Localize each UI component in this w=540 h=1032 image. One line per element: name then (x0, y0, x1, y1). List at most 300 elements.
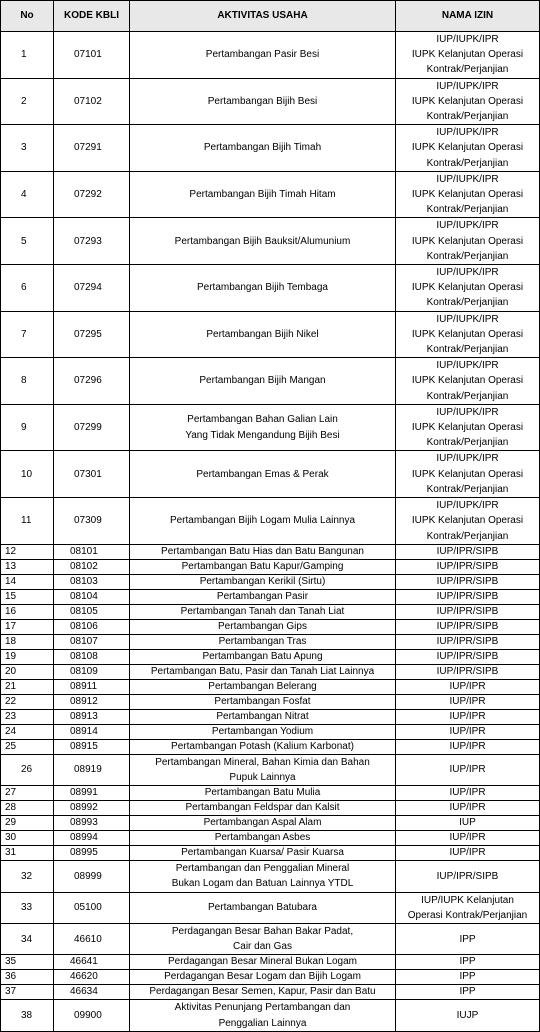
cell-nama-izin (396, 786, 540, 801)
aktivitas-line: Cair dan Gas (233, 941, 292, 953)
cell-aktivitas-usaha (130, 171, 396, 218)
aktivitas-line: Pertambangan Fosfat (214, 695, 311, 707)
aktivitas-line: Pertambangan Asbes (214, 832, 311, 844)
cell-kode-kbli: 08107 (54, 634, 130, 649)
izin-line: IUPK Kelanjutan Operasi (411, 515, 524, 527)
table-row (1, 559, 540, 574)
cell-kode-kbli: 08913 (54, 709, 130, 724)
cell-kode-kbli: 08101 (54, 544, 130, 559)
aktivitas-line: Pertambangan Potash (Kalium Karbonat) (171, 740, 354, 752)
cell-aktivitas-usaha (130, 634, 396, 649)
izin-line: IUP/IUPK/IPR (436, 453, 499, 465)
cell-nama-izin (396, 861, 540, 892)
izin-line: Operasi Kontrak/Perjanjian (407, 909, 528, 921)
cell-aktivitas-usaha (130, 664, 396, 679)
cell-no: 15 (1, 589, 54, 604)
cell-kode-kbli: 07309 (54, 498, 130, 545)
cell-nama-izin (396, 404, 540, 451)
izin-line: IUPK Kelanjutan Operasi (411, 328, 524, 340)
cell-aktivitas-usaha (130, 125, 396, 172)
cell-aktivitas-usaha (130, 589, 396, 604)
cell-aktivitas-usaha (130, 559, 396, 574)
izin-line: IUP/IPR/SIPB (436, 665, 499, 677)
izin-line: IUP/IPR (449, 710, 486, 722)
cell-no: 37 (1, 985, 54, 1000)
izin-line: Kontrak/Perjanjian (426, 483, 509, 495)
cell-nama-izin (396, 892, 540, 923)
table-row (1, 589, 540, 604)
cell-kode-kbli: 08993 (54, 816, 130, 831)
izin-line: IUPK Kelanjutan Operasi (411, 95, 524, 107)
izin-line: IUP/IPR (449, 847, 486, 859)
cell-kode-kbli: 07293 (54, 218, 130, 265)
cell-kode-kbli: 07102 (54, 78, 130, 125)
cell-no: 32 (1, 861, 54, 892)
cell-kode-kbli: 07291 (54, 125, 130, 172)
cell-nama-izin (396, 125, 540, 172)
izin-line: IUP/IPR (449, 725, 486, 737)
cell-nama-izin (396, 498, 540, 545)
table-row (1, 574, 540, 589)
aktivitas-line: Pertambangan Batu, Pasir dan Tanah Liat Lainnya (150, 665, 375, 677)
aktivitas-line: Pertambangan Kuarsa/ Pasir Kuarsa (181, 847, 344, 859)
table-row (1, 985, 540, 1000)
table-body (1, 32, 540, 1032)
table-row (1, 739, 540, 754)
cell-no: 11 (1, 498, 54, 545)
izin-line: IUP/IUPK/IPR (436, 127, 499, 139)
aktivitas-line: Pertambangan Batu Kapur/Gamping (181, 560, 344, 572)
table-row (1, 664, 540, 679)
cell-kode-kbli: 46610 (54, 923, 130, 954)
cell-nama-izin (396, 634, 540, 649)
izin-line: IUP/IPR/SIPB (436, 635, 499, 647)
izin-line: IUP/IUPK/IPR (436, 406, 499, 418)
izin-line: IUP/IUPK/IPR (436, 173, 499, 185)
table-row (1, 634, 540, 649)
izin-line: IUP/IPR/SIPB (436, 575, 499, 587)
aktivitas-line: Pertambangan Mineral, Bahan Kimia dan Bahan (155, 756, 370, 768)
aktivitas-line: Pertambangan Tanah dan Tanah Liat (180, 605, 345, 617)
aktivitas-line: Pertambangan Pasir Besi (205, 49, 320, 61)
table-row (1, 816, 540, 831)
cell-aktivitas-usaha (130, 498, 396, 545)
cell-no: 18 (1, 634, 54, 649)
cell-aktivitas-usaha (130, 955, 396, 970)
cell-kode-kbli: 07294 (54, 265, 130, 312)
izin-line: IUPK Kelanjutan Operasi (411, 142, 524, 154)
table-row (1, 786, 540, 801)
cell-no: 3 (1, 125, 54, 172)
izin-line: IUP/IUPK/IPR (436, 500, 499, 512)
aktivitas-line: Perdagangan Besar Bahan Bakar Padat, (171, 925, 354, 937)
table-row (1, 724, 540, 739)
cell-kode-kbli: 08912 (54, 694, 130, 709)
table-row (1, 358, 540, 405)
cell-kode-kbli: 08915 (54, 739, 130, 754)
table-row (1, 404, 540, 451)
izin-line: IUP/IPR/SIPB (436, 650, 499, 662)
aktivitas-line: Pertambangan Bijih Tembaga (196, 282, 328, 294)
aktivitas-line: Penggalian Lainnya (218, 1017, 307, 1029)
cell-nama-izin (396, 970, 540, 985)
izin-line: IUP/IPR/SIPB (436, 605, 499, 617)
header-kode-kbli: KODE KBLI (54, 1, 130, 32)
cell-aktivitas-usaha (130, 404, 396, 451)
cell-no: 6 (1, 265, 54, 312)
table-row (1, 831, 540, 846)
cell-aktivitas-usaha (130, 218, 396, 265)
cell-kode-kbli: 08919 (54, 754, 130, 785)
cell-nama-izin (396, 739, 540, 754)
aktivitas-line: Pertambangan Bahan Galian Lain (187, 414, 338, 426)
aktivitas-line: Pertambangan Bijih Timah Hitam (189, 189, 336, 201)
cell-kode-kbli: 08106 (54, 619, 130, 634)
cell-kode-kbli: 07292 (54, 171, 130, 218)
izin-line: Kontrak/Perjanjian (426, 250, 509, 262)
cell-no: 14 (1, 574, 54, 589)
aktivitas-line: Pertambangan Batu Apung (202, 650, 323, 662)
cell-no: 9 (1, 404, 54, 451)
table-row (1, 801, 540, 816)
cell-kode-kbli: 08108 (54, 649, 130, 664)
aktivitas-line: Pertambangan Bijih Besi (207, 95, 318, 107)
cell-aktivitas-usaha (130, 816, 396, 831)
izin-line: IUP/IUPK/IPR (436, 313, 499, 325)
header-no: No (1, 1, 54, 32)
cell-kode-kbli: 07299 (54, 404, 130, 451)
cell-kode-kbli: 08914 (54, 724, 130, 739)
cell-nama-izin (396, 816, 540, 831)
izin-line: IUP/IUPK/IPR (436, 34, 499, 45)
cell-aktivitas-usaha (130, 358, 396, 405)
aktivitas-line: Perdagangan Besar Logam dan Bijih Logam (164, 971, 361, 983)
table-header (1, 1, 540, 32)
table-row (1, 125, 540, 172)
cell-no: 29 (1, 816, 54, 831)
header-nama-izin: NAMA IZIN (396, 1, 540, 32)
cell-aktivitas-usaha (130, 786, 396, 801)
cell-nama-izin (396, 649, 540, 664)
izin-line: Kontrak/Perjanjian (426, 530, 509, 542)
cell-no: 12 (1, 544, 54, 559)
cell-no: 22 (1, 694, 54, 709)
cell-kode-kbli: 08999 (54, 861, 130, 892)
cell-no: 21 (1, 679, 54, 694)
table-row (1, 709, 540, 724)
cell-kode-kbli: 46620 (54, 970, 130, 985)
aktivitas-line: Pertambangan Emas & Perak (196, 468, 329, 480)
cell-no: 25 (1, 739, 54, 754)
izin-line: IUP/IPR (449, 802, 486, 814)
izin-line: IPP (459, 956, 476, 968)
cell-kode-kbli: 07295 (54, 311, 130, 358)
cell-nama-izin (396, 358, 540, 405)
aktivitas-line: Pertambangan Batu Hias dan Batu Bangunan (161, 545, 364, 557)
cell-nama-izin (396, 311, 540, 358)
cell-aktivitas-usaha (130, 265, 396, 312)
table-row (1, 218, 540, 265)
cell-kode-kbli: 08911 (54, 679, 130, 694)
cell-no: 2 (1, 78, 54, 125)
cell-aktivitas-usaha (130, 451, 396, 498)
table-row (1, 892, 540, 923)
cell-no: 35 (1, 955, 54, 970)
cell-no: 16 (1, 604, 54, 619)
cell-kode-kbli: 08105 (54, 604, 130, 619)
aktivitas-line: Bukan Logam dan Batuan Lainnya YTDL (171, 878, 354, 890)
cell-kode-kbli: 07296 (54, 358, 130, 405)
header-aktivitas-usaha: AKTIVITAS USAHA (130, 1, 396, 32)
cell-nama-izin (396, 754, 540, 785)
cell-aktivitas-usaha (130, 604, 396, 619)
cell-nama-izin (396, 831, 540, 846)
cell-nama-izin (396, 923, 540, 954)
cell-no: 33 (1, 892, 54, 923)
izin-line: IUP/IPR/SIPB (436, 590, 499, 602)
aktivitas-line: Pertambangan Aspal Alam (203, 817, 322, 829)
aktivitas-line: Pertambangan Bijih Logam Mulia Lainnya (169, 515, 356, 527)
cell-nama-izin (396, 559, 540, 574)
aktivitas-line: Pertambangan dan Penggalian Mineral (175, 863, 350, 875)
aktivitas-line: Pupuk Lainnya (229, 771, 296, 783)
cell-no: 30 (1, 831, 54, 846)
cell-no: 10 (1, 451, 54, 498)
cell-aktivitas-usaha (130, 739, 396, 754)
table-row (1, 265, 540, 312)
table-row (1, 451, 540, 498)
table-row (1, 619, 540, 634)
cell-no: 26 (1, 754, 54, 785)
izin-line: IUP/IUPK Kelanjutan (421, 894, 514, 906)
izin-line: IUP/IPR (449, 832, 486, 844)
izin-line: IUP/IPR/SIPB (436, 545, 499, 557)
izin-line: IUP/IUPK/IPR (436, 267, 499, 279)
table-row (1, 498, 540, 545)
cell-no: 34 (1, 923, 54, 954)
izin-line: IUPK Kelanjutan Operasi (411, 375, 524, 387)
cell-aktivitas-usaha (130, 649, 396, 664)
aktivitas-line: Aktivitas Penunjang Pertambangan dan (174, 1002, 351, 1014)
cell-kode-kbli: 07301 (54, 451, 130, 498)
cell-aktivitas-usaha (130, 544, 396, 559)
cell-kode-kbli: 08994 (54, 831, 130, 846)
cell-aktivitas-usaha (130, 846, 396, 861)
aktivitas-line: Pertambangan Bijih Mangan (199, 375, 326, 387)
cell-nama-izin (396, 955, 540, 970)
aktivitas-line: Pertambangan Batubara (208, 902, 317, 914)
izin-line: Kontrak/Perjanjian (426, 157, 509, 169)
izin-line: IUJP (456, 1009, 479, 1021)
izin-line: IUPK Kelanjutan Operasi (411, 282, 524, 294)
cell-nama-izin (396, 171, 540, 218)
cell-kode-kbli: 08991 (54, 786, 130, 801)
aktivitas-line: Pertambangan Gips (218, 620, 307, 632)
cell-aktivitas-usaha (130, 970, 396, 985)
cell-nama-izin (396, 574, 540, 589)
cell-nama-izin (396, 604, 540, 619)
cell-nama-izin (396, 218, 540, 265)
izin-line: Kontrak/Perjanjian (426, 111, 509, 123)
cell-no: 19 (1, 649, 54, 664)
aktivitas-line: Yang Tidak Mengandung Bijih Besi (185, 429, 340, 441)
cell-kode-kbli: 08103 (54, 574, 130, 589)
cell-kode-kbli: 08104 (54, 589, 130, 604)
cell-kode-kbli: 08995 (54, 846, 130, 861)
izin-line: IUP/IPR (449, 680, 486, 692)
cell-nama-izin (396, 724, 540, 739)
izin-line: Kontrak/Perjanjian (426, 344, 509, 356)
cell-kode-kbli: 08109 (54, 664, 130, 679)
cell-nama-izin (396, 1000, 540, 1031)
cell-nama-izin (396, 544, 540, 559)
izin-line: IUPK Kelanjutan Operasi (411, 468, 524, 480)
cell-nama-izin (396, 694, 540, 709)
cell-aktivitas-usaha (130, 32, 396, 79)
cell-no: 28 (1, 801, 54, 816)
aktivitas-line: Pertambangan Batu Mulia (204, 787, 321, 799)
cell-nama-izin (396, 619, 540, 634)
cell-aktivitas-usaha (130, 574, 396, 589)
cell-nama-izin (396, 664, 540, 679)
izin-line: IPP (459, 986, 476, 998)
table-row (1, 311, 540, 358)
izin-line: IUPK Kelanjutan Operasi (411, 422, 524, 434)
table-row (1, 970, 540, 985)
aktivitas-line: Perdagangan Besar Semen, Kapur, Pasir dan Batu (149, 986, 376, 998)
izin-line: IUPK Kelanjutan Operasi (411, 235, 524, 247)
table-row (1, 649, 540, 664)
cell-aktivitas-usaha (130, 801, 396, 816)
cell-no: 1 (1, 32, 54, 79)
table-row (1, 754, 540, 785)
cell-aktivitas-usaha (130, 619, 396, 634)
izin-line: IUP/IUPK/IPR (436, 220, 499, 232)
cell-kode-kbli: 09900 (54, 1000, 130, 1031)
table-row (1, 923, 540, 954)
cell-aktivitas-usaha (130, 709, 396, 724)
cell-aktivitas-usaha (130, 694, 396, 709)
cell-nama-izin (396, 32, 540, 79)
cell-kode-kbli: 07101 (54, 32, 130, 79)
izin-line: Kontrak/Perjanjian (426, 64, 509, 76)
cell-no: 36 (1, 970, 54, 985)
cell-no: 17 (1, 619, 54, 634)
cell-no: 20 (1, 664, 54, 679)
aktivitas-line: Pertambangan Bijih Bauksit/Alumunium (174, 235, 351, 247)
izin-line: IUP/IPR (449, 764, 486, 776)
cell-no: 13 (1, 559, 54, 574)
header-row (1, 1, 540, 32)
izin-line: IUP/IPR/SIPB (436, 560, 499, 572)
aktivitas-line: Pertambangan Feldspar dan Kalsit (185, 802, 340, 814)
izin-line: Kontrak/Perjanjian (426, 390, 509, 402)
izin-line: Kontrak/Perjanjian (426, 437, 509, 449)
aktivitas-line: Pertambangan Kerikil (Sirtu) (199, 575, 326, 587)
izin-line: Kontrak/Perjanjian (426, 204, 509, 216)
cell-nama-izin (396, 985, 540, 1000)
aktivitas-line: Perdagangan Besar Mineral Bukan Logam (167, 956, 357, 968)
izin-line: IUP/IPR (449, 740, 486, 752)
table-row (1, 544, 540, 559)
aktivitas-line: Pertambangan Pasir (216, 590, 309, 602)
table-row (1, 679, 540, 694)
izin-line: IUP/IPR/SIPB (436, 870, 499, 882)
izin-line: IUP/IUPK/IPR (436, 80, 499, 92)
izin-line: IUP/IUPK/IPR (436, 360, 499, 372)
cell-no: 7 (1, 311, 54, 358)
izin-line: IUPK Kelanjutan Operasi (411, 49, 524, 61)
aktivitas-line: Pertambangan Bijih Nikel (206, 328, 319, 340)
cell-kode-kbli: 05100 (54, 892, 130, 923)
cell-aktivitas-usaha (130, 1000, 396, 1031)
izin-line: IUP (459, 817, 476, 829)
izin-line: IUP/IPR/SIPB (436, 620, 499, 632)
cell-kode-kbli: 08102 (54, 559, 130, 574)
cell-no: 4 (1, 171, 54, 218)
cell-nama-izin (396, 78, 540, 125)
cell-kode-kbli: 46641 (54, 955, 130, 970)
izin-line: IPP (459, 971, 476, 983)
table-row (1, 32, 540, 79)
cell-aktivitas-usaha (130, 892, 396, 923)
izin-line: IUPK Kelanjutan Operasi (411, 189, 524, 201)
cell-aktivitas-usaha (130, 831, 396, 846)
table-row (1, 694, 540, 709)
aktivitas-line: Pertambangan Bijih Timah (203, 142, 322, 154)
table-row (1, 78, 540, 125)
cell-aktivitas-usaha (130, 724, 396, 739)
aktivitas-line: Pertambangan Yodium (211, 725, 314, 737)
cell-no: 24 (1, 724, 54, 739)
izin-line: Kontrak/Perjanjian (426, 297, 509, 309)
cell-no: 8 (1, 358, 54, 405)
cell-nama-izin (396, 589, 540, 604)
cell-nama-izin (396, 709, 540, 724)
table-row (1, 171, 540, 218)
cell-aktivitas-usaha (130, 78, 396, 125)
table-row (1, 1000, 540, 1031)
cell-kode-kbli: 46634 (54, 985, 130, 1000)
table-row (1, 955, 540, 970)
cell-no: 23 (1, 709, 54, 724)
cell-aktivitas-usaha (130, 679, 396, 694)
izin-line: IPP (459, 933, 476, 945)
izin-line: IUP/IPR (449, 787, 486, 799)
table-row (1, 861, 540, 892)
cell-aktivitas-usaha (130, 754, 396, 785)
izin-line: IUP/IPR (449, 695, 486, 707)
cell-aktivitas-usaha (130, 985, 396, 1000)
aktivitas-line: Pertambangan Tras (218, 635, 307, 647)
cell-nama-izin (396, 451, 540, 498)
cell-no: 38 (1, 1000, 54, 1031)
cell-kode-kbli: 08992 (54, 801, 130, 816)
table-row (1, 846, 540, 861)
cell-no: 5 (1, 218, 54, 265)
cell-aktivitas-usaha (130, 923, 396, 954)
cell-nama-izin (396, 801, 540, 816)
cell-nama-izin (396, 846, 540, 861)
cell-nama-izin (396, 265, 540, 312)
table-row (1, 604, 540, 619)
aktivitas-line: Pertambangan Nitrat (216, 710, 309, 722)
cell-aktivitas-usaha (130, 311, 396, 358)
cell-no: 31 (1, 846, 54, 861)
aktivitas-line: Pertambangan Belerang (208, 680, 317, 692)
cell-nama-izin (396, 679, 540, 694)
cell-no: 27 (1, 786, 54, 801)
